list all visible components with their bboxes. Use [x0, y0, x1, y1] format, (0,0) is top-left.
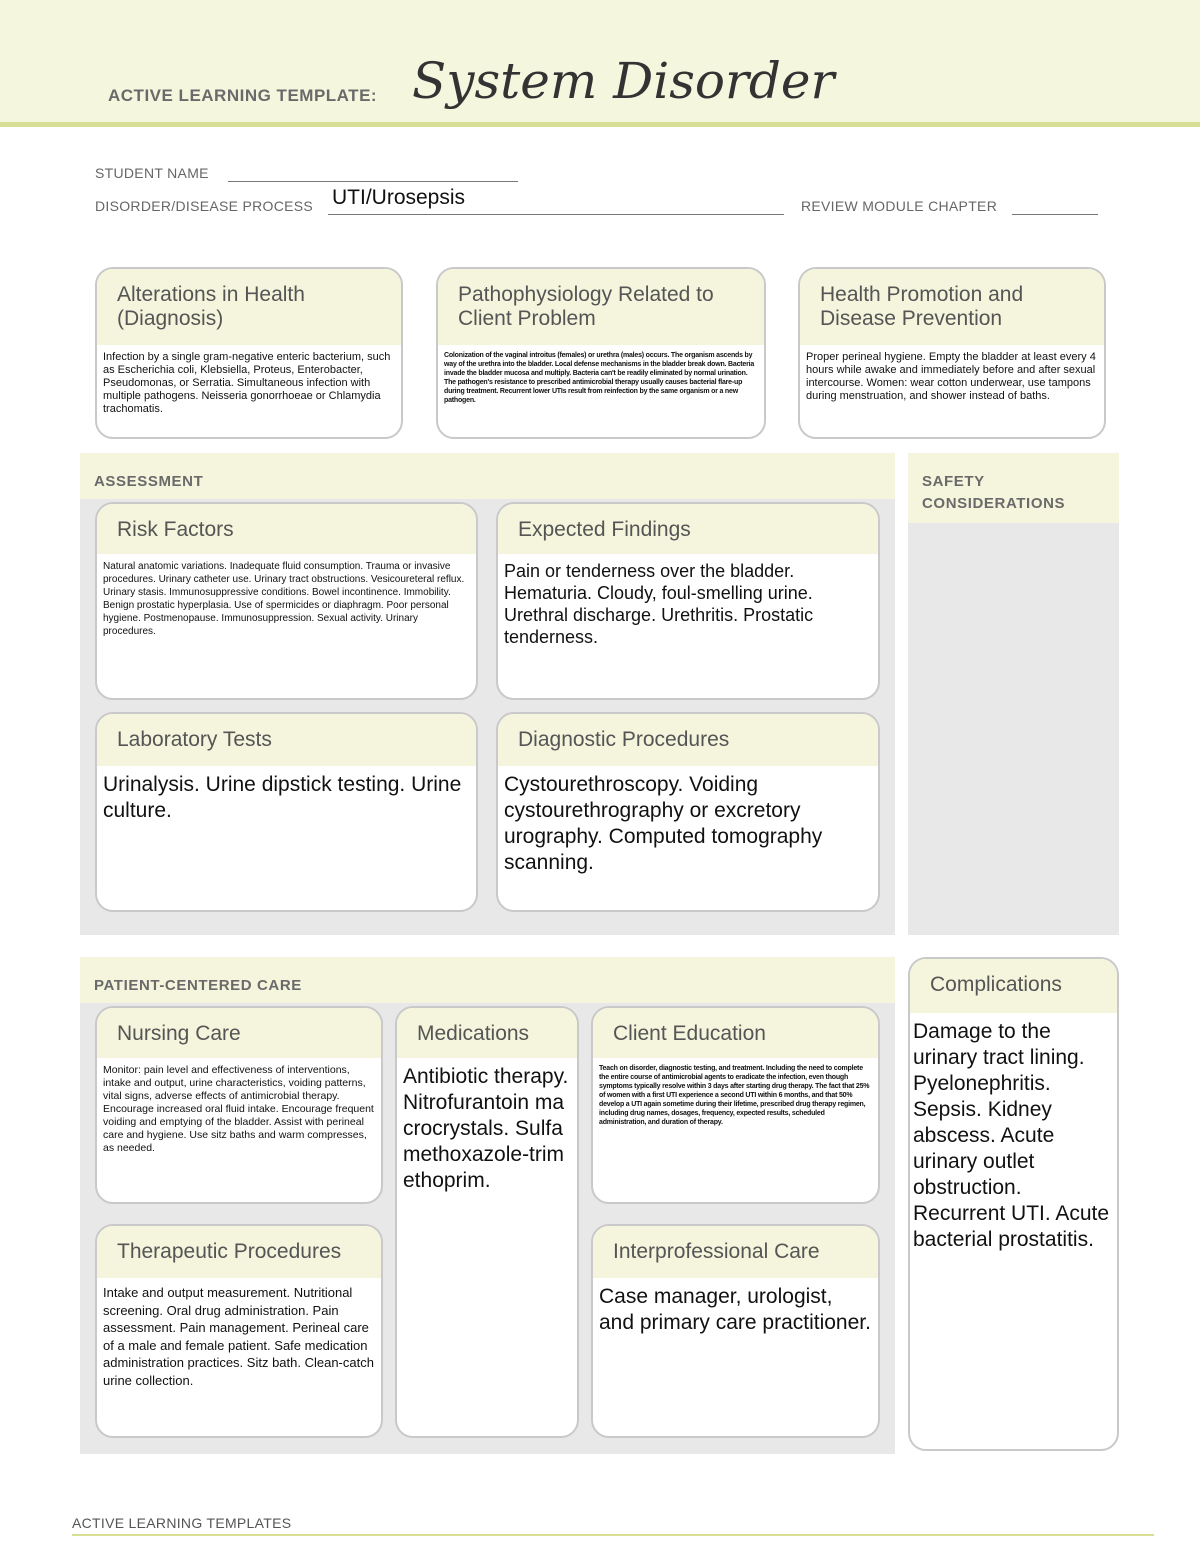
card-interprofessional-care-title: Interprofessional Care	[593, 1226, 878, 1278]
card-nursing-care	[95, 1006, 383, 1204]
template-label: ACTIVE LEARNING TEMPLATE:	[108, 86, 378, 105]
card-interprofessional-care-body: Case manager, urologist, and primary care practitioner.	[599, 1285, 871, 1334]
card-medications	[395, 1006, 579, 1438]
safety-section	[908, 453, 1119, 935]
card-diagnostic-procedures-title: Diagnostic Procedures	[498, 714, 878, 766]
card-therapeutic-procedures	[95, 1224, 383, 1438]
card-alterations	[95, 267, 403, 439]
card-complications-title: Complications	[910, 959, 1117, 1013]
card-health-promotion	[798, 267, 1106, 439]
disorder-value: UTI/Urosepsis	[332, 186, 466, 209]
card-interprofessional-care	[591, 1224, 880, 1438]
card-pathophysiology-body: Colonization of the vaginal introitus (females) or urethra (males) occurs. The organism ascends by way of the urethra into the bladder. Local defense mechanisms in the bladder break down. Bacteria invade the bladder mucosa and multiply. Bacteria can't be readily eliminated by normal urination. The pathogen's resistance to prescribed antimicrobial therapy usually causes bacterial flare-up during treatment. Recurrent lower UTIs result from reinfection by the same organism or a new pathogen.	[444, 352, 755, 404]
card-therapeutic-procedures-title: Therapeutic Procedures	[97, 1226, 381, 1278]
disorder-label: DISORDER/DISEASE PROCESS	[95, 198, 314, 214]
card-pathophysiology-title: Pathophysiology Related to Client Problem	[438, 269, 764, 345]
footer-label: ACTIVE LEARNING TEMPLATES	[72, 1515, 292, 1531]
card-complications-body: Damage to the urinary tract lining. Pyelonephritis. Sepsis. Kidney abscess. Acute urinary outlet obstruction. Recurrent UTI. Acute bacterial prostatitis.	[913, 1020, 1110, 1251]
student-name-field[interactable]	[228, 181, 518, 182]
card-client-education-title: Client Education	[593, 1008, 878, 1058]
card-expected-findings-title: Expected Findings	[498, 504, 878, 554]
review-module-field[interactable]	[1012, 214, 1098, 215]
template-title: System Disorder	[412, 52, 835, 110]
student-name-label: STUDENT NAME	[95, 165, 209, 181]
card-laboratory-tests	[95, 712, 478, 912]
card-expected-findings	[496, 502, 880, 700]
header-divider	[0, 122, 1200, 127]
card-medications-body: Antibiotic therapy. Nitrofurantoin macrocrystals. Sulfamethoxazole-trimethoprim.	[403, 1065, 569, 1192]
card-diagnostic-procedures-body: Cystourethroscopy. Voiding cystourethrography or excretory urography. Computed tomography scanning.	[504, 773, 823, 874]
card-risk-factors-body: Natural anatomic variations. Inadequate fluid consumption. Trauma or invasive procedures. Urinary catheter use. Urinary tract obstructions. Vesicoureteral reflux. Urinary stasis. Immunosuppressive conditions. Bowel incontinence. Immobility. Benign prostatic hyperplasia. Use of spermicides or diaphragm. Poor personal hygiene. Postmenopause. Immunosuppression. Sexual activity. Urinary procedures.	[103, 561, 465, 637]
patient-care-title: PATIENT-CENTERED CARE	[94, 977, 302, 994]
card-nursing-care-title: Nursing Care	[97, 1008, 381, 1058]
card-pathophysiology	[436, 267, 766, 439]
disorder-field[interactable]	[328, 214, 784, 215]
card-laboratory-tests-title: Laboratory Tests	[97, 714, 476, 766]
card-health-promotion-title: Health Promotion and Disease Prevention	[800, 269, 1104, 345]
card-health-promotion-body: Proper perineal hygiene. Empty the bladder at least every 4 hours while awake and immediately before and after sexual intercourse. Women: wear cotton underwear, use tampons during menstruation, and shower instead of baths.	[806, 351, 1096, 402]
card-alterations-title: Alterations in Health (Diagnosis)	[97, 269, 401, 345]
card-therapeutic-procedures-body: Intake and output measurement. Nutritional screening. Oral drug administration. Pain assessment. Pain management. Perineal care of a male and female patient. Safe medication administration practices. Sitz bath. Clean-catch urine collection.	[103, 1285, 374, 1388]
review-module-label: REVIEW MODULE CHAPTER	[801, 198, 998, 214]
safety-title: SAFETY CONSIDERATIONS	[922, 473, 1066, 512]
card-risk-factors-title: Risk Factors	[97, 504, 476, 554]
footer-divider	[72, 1534, 1154, 1536]
card-risk-factors	[95, 502, 478, 700]
card-diagnostic-procedures	[496, 712, 880, 912]
card-client-education	[591, 1006, 880, 1204]
card-complications	[908, 957, 1119, 1451]
card-nursing-care-body: Monitor: pain level and effectiveness of interventions, intake and output, urine characteristics, voiding patterns, vital signs, adverse effects of antimicrobial therapy. Encourage increased oral fluid intake. Encourage frequent voiding and emptying of the bladder. Assist with perineal care and hygiene. Use sitz baths and warm compresses, as needed.	[103, 1064, 374, 1154]
card-client-education-body: Teach on disorder, diagnostic testing, and treatment. Including the need to complete the entire course of antimicrobial agents to eradicate the infection, even though symptoms typically resolve within 3 days after starting drug therapy. The fact that 25% of women with a first UTI experience a second UTI within 6 months, and that 50% develop a UTI again sometime during their lifetime, prescribed drug therapy regimen, including drug names, dosages, frequency, expected results, scheduled administration, and duration of therapy.	[599, 1065, 870, 1126]
card-medications-title: Medications	[397, 1008, 577, 1058]
assessment-title: ASSESSMENT	[94, 473, 204, 490]
card-laboratory-tests-body: Urinalysis. Urine dipstick testing. Urine culture.	[103, 773, 462, 822]
card-expected-findings-body: Pain or tenderness over the bladder. Hematuria. Cloudy, foul-smelling urine. Urethral discharge. Urethritis. Prostatic tenderness.	[504, 561, 814, 647]
card-alterations-body: Infection by a single gram-negative enteric bacterium, such as Escherichia coli, Klebsiella, Proteus, Enterobacter, Pseudomonas, or Serratia. Simultaneous infection with multiple pathogens. Neisseria gonorrhoeae or Chlamydia trachomatis.	[103, 351, 391, 415]
